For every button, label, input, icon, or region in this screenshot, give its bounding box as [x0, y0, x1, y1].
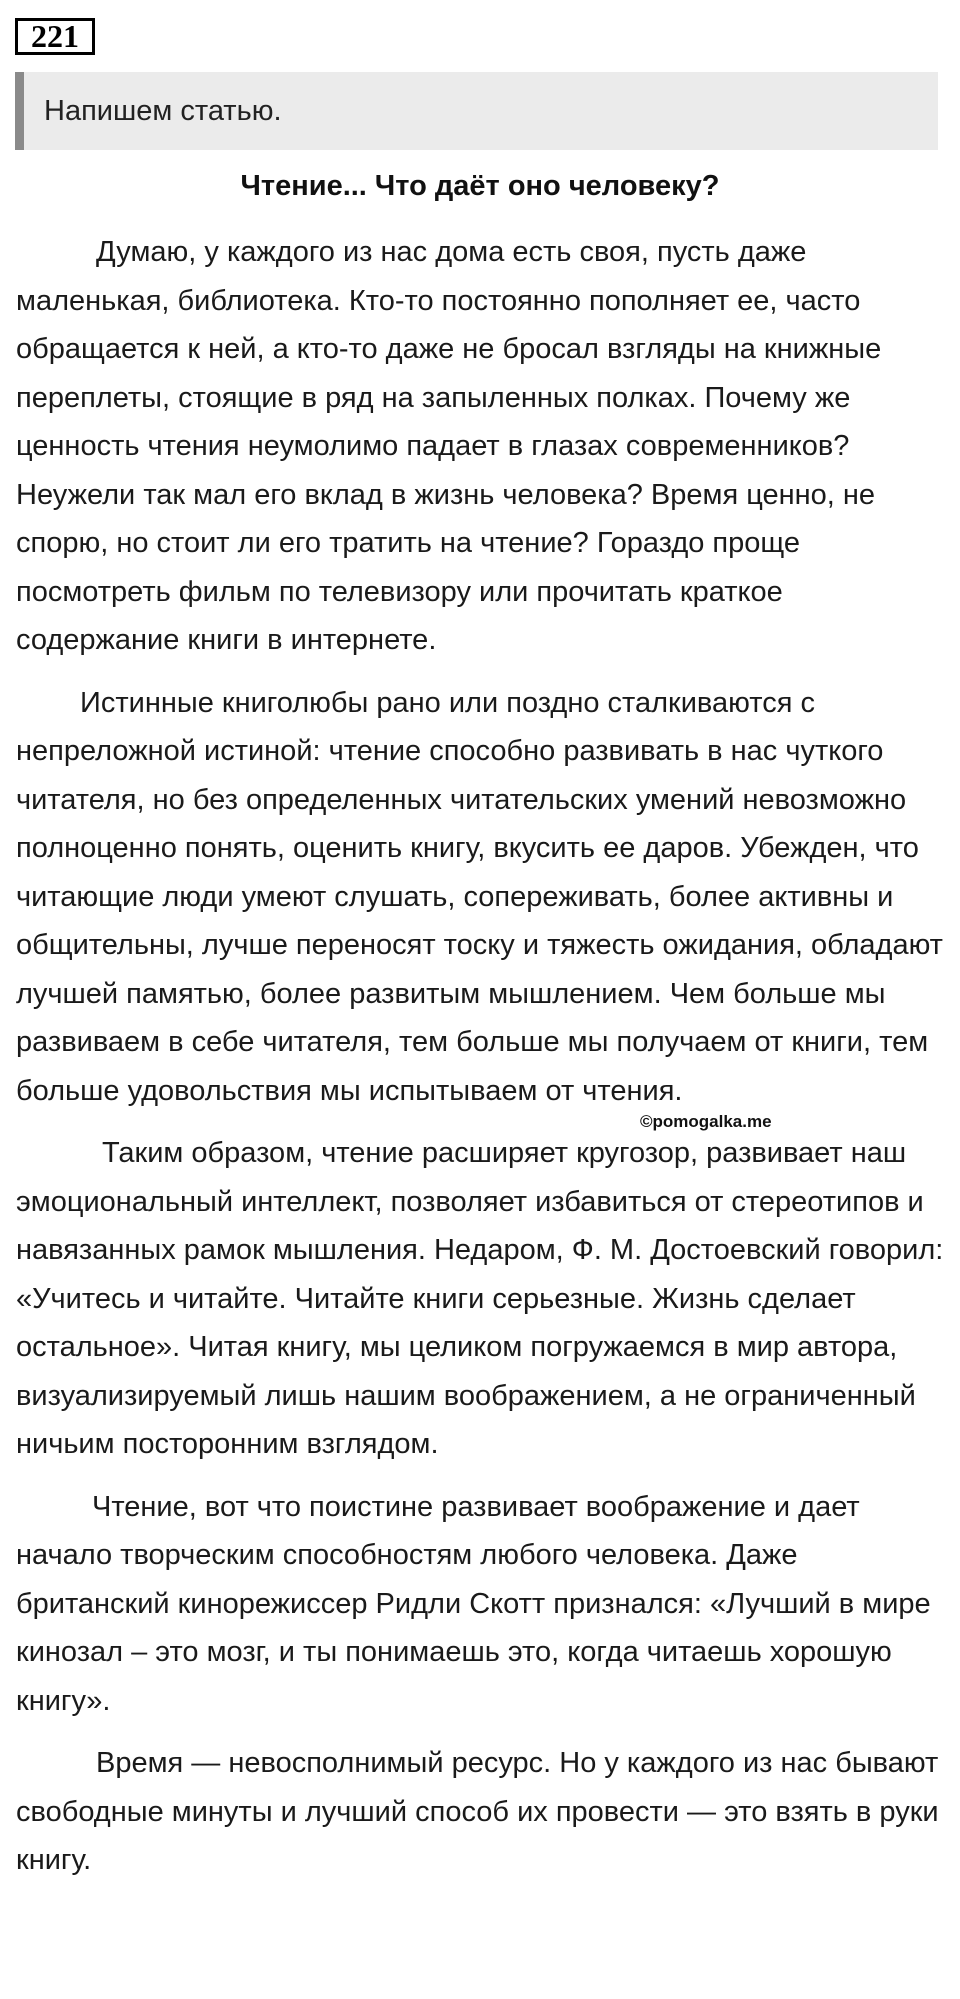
instruction-box [15, 72, 938, 150]
paragraph-3: Таким образом, чтение расширяет кругозор, развивает наш эмоциональный интеллект, позволяет избавиться от стереотипов и навязанных рамок мышления. Недаром, Ф. М. Достоевский говорил: «Учитесь и читайте. Читайте книги серьезные. Жизнь сделает остальное». Читая книгу, мы целиком погружаемся в мир автора, визуализируемый лишь нашим воображением, а не ограниченный ничьим посторонним взглядом. [16, 1137, 944, 1460]
paragraph-2: Истинные книголюбы рано или поздно сталкиваются с непреложной истиной: чтение способно развивать в нас чуткого читателя, но без определенных читательских умений невозможно полноценно понять, оценить книгу, вкусить ее даров. Убежден, что читающие люди умеют слушать, сопереживать, более активны и общительны, лучше переносят тоску и тяжесть ожидания, обладают лучшей памятью, более развитым мышлением. Чем больше мы развиваем в себе читателя, тем больше мы получаем от книги, тем больше удовольствия мы испытываем от чтения. [16, 686, 943, 1107]
essay-body [16, 228, 946, 1899]
task-number: 221 [15, 18, 95, 55]
paragraph-5: Время — невосполнимый ресурс. Но у каждого из нас бывают свободные минуты и лучший способ их провести — это взять в руки книгу. [16, 1747, 939, 1876]
essay-title: Чтение... Что даёт оно человеку? [240, 170, 720, 202]
paragraph-4: Чтение, вот что поистине развивает воображение и дает начало творческим способностям любого человека. Даже британский кинорежиссер Ридли Скотт признался: «Лучший в мире кинозал – это мозг, и ты понимаешь это, когда читаешь хорошую книгу». [16, 1490, 931, 1717]
watermark: ©pomogalka.me [640, 1112, 772, 1131]
paragraph-1: Думаю, у каждого из нас дома есть своя, пусть даже маленькая, библиотека. Кто-то постоянно пополняет ее, часто обращается к ней, а кто-то даже не бросал взгляды на книжные переплеты, стоящие в ряд на запыленных полках. Почему же ценность чтения неумолимо падает в глазах современников? Неужели так мал его вклад в жизнь человека? Время ценно, не спорю, но стоит ли его тратить на чтение? Гораздо проще посмотреть фильм по телевизору или прочитать краткое содержание книги в интернете. [16, 236, 882, 656]
instruction-text: Напишем статью. [44, 95, 282, 127]
